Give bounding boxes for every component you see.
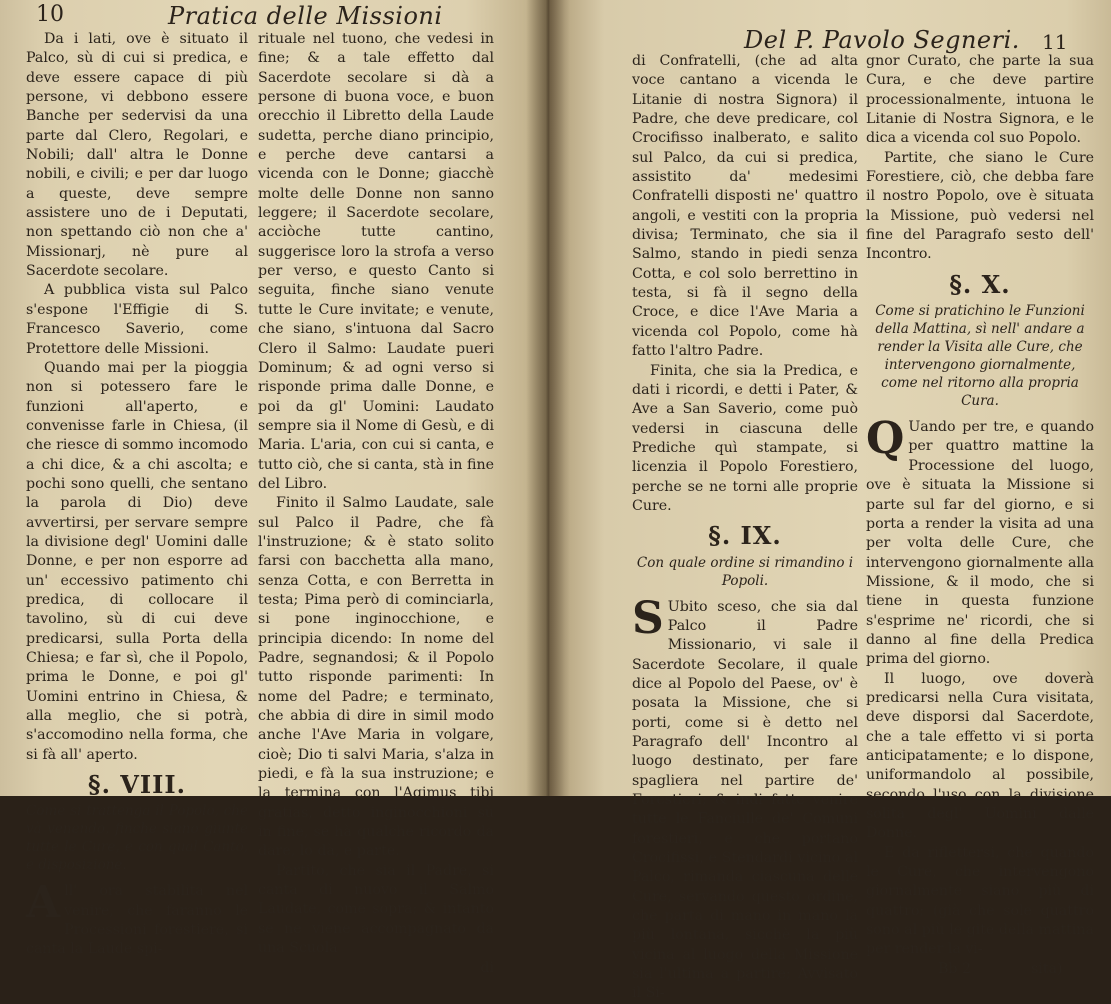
section-title: §. IX. [708, 521, 782, 551]
section-caption: Come si trattenga il Popolo, che và venendo, finche siano giunte tutte le Cure, e con qual Canto, e disposizione. [26, 803, 248, 874]
running-head: Del P. Pavolo Segneri. [744, 26, 1020, 54]
signature-mark: Bb 2 [938, 960, 972, 977]
paragraph [26, 877, 248, 959]
right-column-2 [866, 52, 1094, 979]
paragraph-text: Ubito sceso, che sia dal Palco il Padre Missionario, vi sale il Sacerdote Secolare, il quale dice al Popolo del Paese, ov' è posata la Missione, che si porti, come si è detto nel Paragrafo dell' Incontro al luogo destinato, per fare spagliera nel partire de' Forestieri; & indi fatte venire tutte le Fanciulle de' Comuni forestieri, e che portano Crocifissi, e Stendardi vicino al Palco, rimanda ciascuna delle Cure, servando questo ordine, che parta di mano in mano la più lontana, sicchè la più vicina al luogo della Missione sia l'ultima a partire; Avvisato il Si- [632, 598, 858, 1002]
paragraph [632, 592, 858, 1004]
paragraph: gnor Curato, che parte la sua Cura, e che deve partire processionalmente, intuona le Litanie di Nostra Signora, e le dica a vicenda col suo Popolo. [866, 53, 1094, 147]
paragraph: Il luogo, ove doverà predicarsi nella Cura visitata, deve disporsi dal Sacerdote, che a tale effetto vi si porta anticipatamente; e lo dispone, uniformandolo al possibile, secondo l'uso con la divisione solita degl' Uomini dalle Donne. [866, 670, 1094, 842]
catchword: di [480, 959, 494, 976]
page-number: 11 [1042, 30, 1068, 54]
paragraph: rituale nel tuono, che vedesi in fine; & a tale effetto dal Sacerdote secolare si dà a persone di buona voce, e buon orecchio il Libretto della Laude sudetta, perche diano principio, e perche deve cantarsi a vicenda con le Donne; giacchè molte delle Donne non sanno leggere; il Sacerdote secolare, acciòche tutte cantino, suggerisce loro la strofa a verso per verso, e questo Canto si seguita, finche siano venute tutte le Cure invitate; e venute, che siano, s'intuona dal Sacro Clero il Salmo: Laudate pueri Dominum; & ad ogni verso si risponde prima dalle Donne, e poi da gl' Uomini: Laudato sempre sia il Nome di Gesù, e di Maria. L'aria, con cui si canta, e tutto ciò, che si canta, stà in fine del Libro. [258, 31, 494, 492]
running-head: Pratica delle Missioni [168, 2, 443, 30]
left-column-2 [258, 30, 494, 978]
drop-cap: Q [866, 413, 905, 465]
catchword: sita) [1031, 960, 1063, 977]
left-page [0, 0, 548, 976]
paragraph: Da i lati, ove è situato il Palco, sù di cui si predica, e deve essere capace di più persone, vi debbono essere Banche per sedervisi da una parte dal Clero, Regolari, e Nobili; dall' altra le Donne nobili, e civili; e per dar luogo a queste, deve sempre assistere uno de i Deputati, non spettando ciò non che a' Missionarj, nè pure al Sacerdote secolare. [26, 31, 248, 280]
page-footer [866, 960, 1094, 979]
paragraph-text: ll' ora stabilita nel venire, che faranno le Processioni forestiere, si canta la Laude spi- [26, 883, 248, 958]
section-title: §. X. [949, 269, 1011, 299]
paragraph: Quando mai per la pioggia non si potessero fare le funzioni all'aperto, e convenisse farle in Chiesa, (il che riesce di sommo incomodo a chi dice, & a chi ascolta; e pochi sono quelli, che sentano la parola di Dio) deve avvertirsi, per servare sempre la divisione degl' Uomini dalle Donne, e per non esporre ad un' eccessivo patimento chi predica, di collocare il tavolino, sù di cui deve predicarsi, sulla Porta della Chiesa; e far sì, che il Popolo, prima le Donne, e poi gl' Uomini entrino in Chiesa, & alla meglio, che si potrà, s'accomodino nella forma, che si fà all' aperto. [26, 359, 248, 763]
section-caption: Come si pratichino le Funzioni della Mattina, sì nell' andare a render la Visita alle Cure, che intervengono giornalmente, come nel ritorno alla propria Cura. [875, 303, 1085, 410]
section-title: §. VIII. [88, 770, 186, 800]
page-number: 10 [36, 2, 64, 27]
section-caption: Con quale ordine si rimandino i Popoli. [636, 554, 854, 589]
paragraph-text: Uando per tre, e quando per quattro mattine la Processione del luogo, ove è situata la Missione si parte sul far del giorno, e si porta a render la visita ad una per volta delle Cure, che intervengono giornalmente alla Missione, & il modo, che si tiene in questa funzione s'esprime ne' ricordi, che si danno al fine della Predica prima del giorno. [866, 419, 1094, 668]
paragraph: Finito il Salmo Laudate, sale sul Palco il Padre, che fà l'instruzione; & è stato solito farsi con bacchetta alla mano, senza Cotta, e con Berretta in testa; Pima però di cominciarla, si pone inginocchione, e principia dicendo: In nome del Padre, segnandosi; & il Popolo tutto risponde parimenti: In nome del Padre; e terminato, che abbia di dire in simil modo anche l'Ave Maria in volgare, cioè; Dio ti salvi Maria, s'alza in piedi, e fà la sua instruzione; e la termina con l'Agimus tibi gratias, detto inginocchioni sù in fine, se hà qualche ricordo da dare, lo dà, e parte. [258, 495, 494, 860]
paragraph: di Confratelli, (che ad alta voce cantano a vicenda le Litanie di nostra Signora) il Padre, che deve predicare, col Crocifisso inalberato, e salito sul Palco, da cui si predica, assistito da' medesimi Confratelli disposti ne' quattro angoli, e vestiti con la propria divisa; Terminato, che sia il Salmo, stando in piedi senza Cotta, e col solo berrettino in testa, si fà il segno della Croce, e dice l'Ave Maria a vicenda col Popolo, come hà fatto l'altro Padre. [632, 53, 858, 360]
left-column-1 [26, 30, 248, 960]
right-page [548, 0, 1111, 1002]
right-column-1 [632, 52, 858, 1004]
paragraph: Finita, che sia la Predica, e dati i ricordi, e detti i Pater, & Ave a San Saverio, come può vedersi in ciascuna delle Prediche quì stampate, si licenzia il Popolo Forestiero, perche se ne torni alle proprie Cure. [632, 362, 858, 514]
drop-cap: S [632, 592, 664, 644]
paragraph: E da riflettersi, che quando le Cure, che intervengono giornalmente siano più di quattro; (già che sole quattro sono al più le gite della mattina per render la vi- [866, 844, 1094, 958]
paragraph: Partite, che siano le Cure Forestiere, ciò, che debba fare il nostro Popolo, ove è situata la Missione, può vedersi nel fine del Paragrafo sesto dell' Incontro. [866, 149, 1094, 263]
paragraph: A pubblica vista sul Palco s'espone l'Effigie di S. Francesco Saverio, come Protettore delle Missioni. [26, 282, 248, 357]
drop-cap: A [26, 877, 61, 929]
paragraph [866, 413, 1094, 669]
paragraph: Partito, che sia il Padre, si canta di nuovo il Salmo Laudate, come sopra; & intanto se ne viene accompagnato da una Scuola [258, 862, 494, 957]
